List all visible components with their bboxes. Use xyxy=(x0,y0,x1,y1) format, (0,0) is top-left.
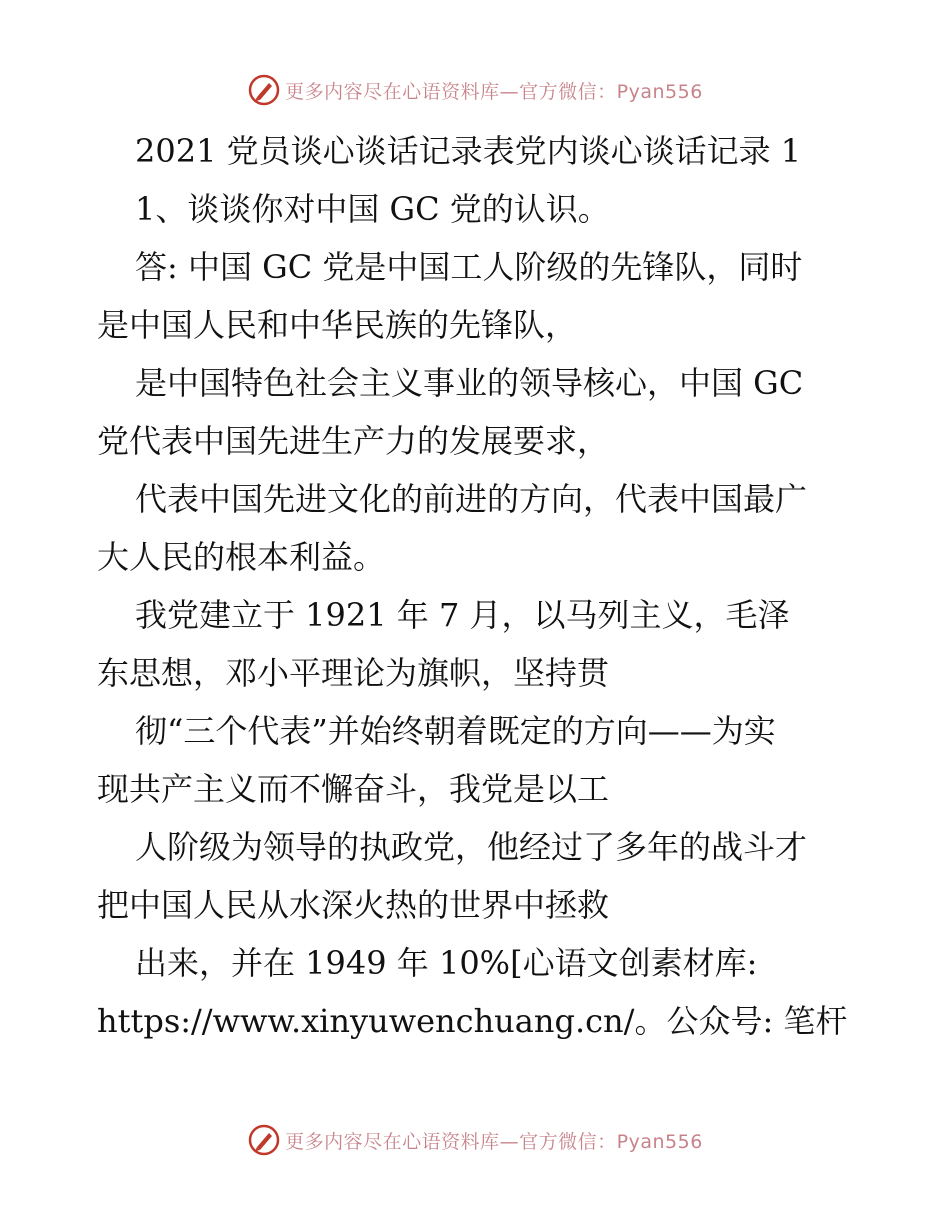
document-body xyxy=(97,122,857,1050)
footer-watermark xyxy=(0,1120,950,1160)
paragraph-line: 是中国特色社会主义事业的领导核心，中国 GC xyxy=(135,364,804,402)
paragraph-line: 东思想，邓小平理论为旗帜，坚持贯 xyxy=(97,654,610,692)
paragraph-line: 把中国人民从水深火热的世界中拯救 xyxy=(97,886,610,924)
paragraph-line: 答: 中国 GC 党是中国工人阶级的先锋队，同时 xyxy=(135,248,803,286)
header-watermark xyxy=(0,70,950,110)
pen-logo-icon xyxy=(247,1123,281,1157)
pen-logo-icon xyxy=(247,73,281,107)
paragraph-line: 彻“三个代表”并始终朝着既定的方向——为实 xyxy=(135,712,776,750)
paragraph-line: 现共产主义而不懈奋斗，我党是以工 xyxy=(97,770,610,808)
paragraph-line: 代表中国先进文化的前进的方向，代表中国最广 xyxy=(135,480,808,518)
paragraph-line: 我党建立于 1921 年 7 月，以马列主义，毛泽 xyxy=(135,596,790,634)
paragraph-line: 出来，并在 1949 年 10%[心语文创素材库: xyxy=(135,944,758,982)
question-heading: 1、谈谈你对中国 GC 党的认识。 xyxy=(135,190,610,228)
paragraph-line: 人阶级为领导的执政党，他经过了多年的战斗才 xyxy=(135,828,808,866)
document-title: 2021 党员谈心谈话记录表党内谈心谈话记录 1 xyxy=(135,132,802,170)
paragraph-line: 党代表中国先进生产力的发展要求， xyxy=(97,422,610,460)
watermark-text: 更多内容尽在心语资料库—官方微信：Pyan556 xyxy=(285,1130,703,1153)
paragraph-line: 是中国人民和中华民族的先锋队， xyxy=(97,306,578,344)
paragraph-line: https://www.xinyuwenchuang.cn/。公众号: 笔杆 xyxy=(97,1002,848,1040)
paragraph-line: 大人民的根本利益。 xyxy=(97,538,386,576)
watermark-text: 更多内容尽在心语资料库—官方微信：Pyan556 xyxy=(285,80,703,103)
